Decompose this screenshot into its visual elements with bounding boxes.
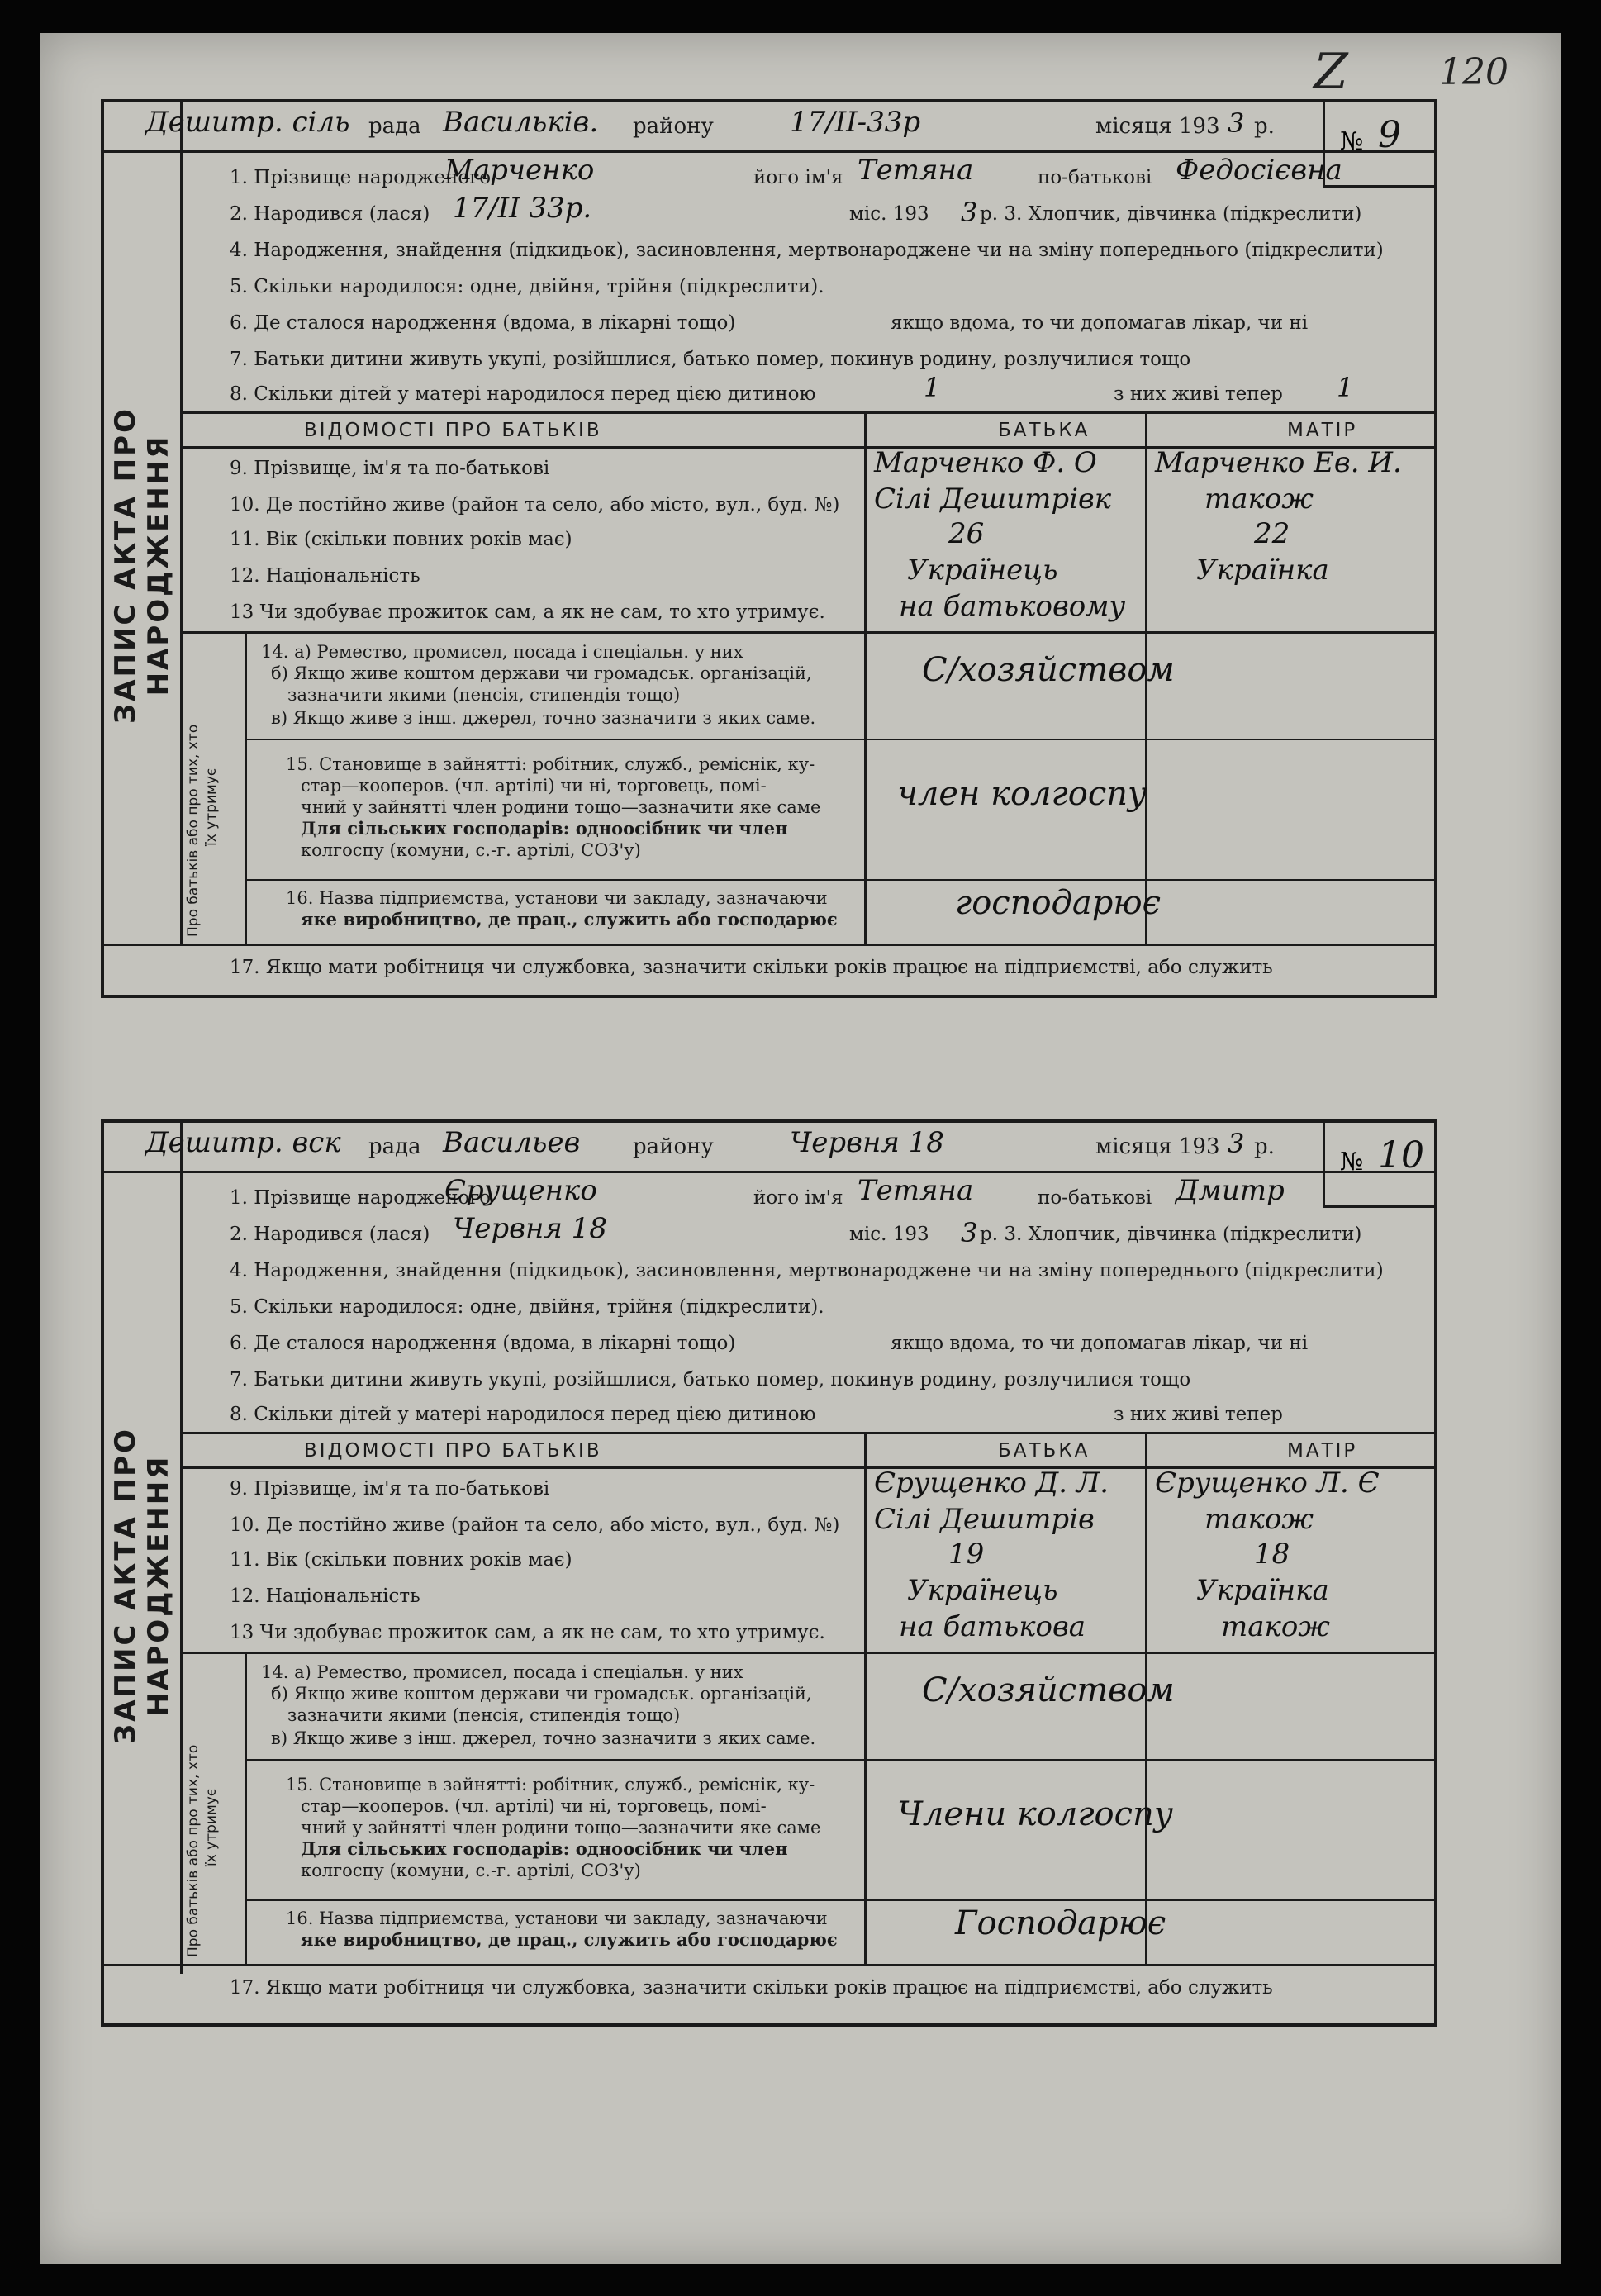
row-1-patronymic-label: по-батькові [1038,167,1152,188]
birth-record-form-1 [101,99,1437,998]
row-14c: зазначити якими (пенсія, стипендія тощо) [287,685,681,705]
row-9-label: 9. Прізвище, ім'я та по-батькові [230,458,550,479]
father-address: Сілі Дешитрів [874,1503,1095,1536]
father-name: Марченко Ф. О [874,446,1097,479]
row-17-label: 17. Якщо мати робітниця чи службовка, зазначити скільки років працює на підприємстві, або служить [230,1977,1273,1999]
children-alive: 1 [1337,372,1354,403]
row-12-label: 12. Національність [230,1585,420,1607]
mother-age: 18 [1254,1538,1290,1571]
col-info-header: ВІДОМОСТІ ПРО БАТЬКІВ [304,1440,602,1462]
sub-heading-1: Про батьків або про тих, хто [185,1744,202,1957]
row-5-label: 5. Скільки народилося: одне, двійня, трійня (підкреслити). [230,276,824,297]
row-1-name-label: його ім'я [753,1187,843,1209]
row-2-sex-label: р. 3. Хлопчик, дівчинка (підкреслити) [980,1224,1362,1245]
mother-name: Марченко Ев. И. [1155,446,1402,479]
row-2-month-label: міс. 193 [849,1224,929,1245]
father-nationality: Українець [907,1574,1058,1607]
mother-nationality: Українка [1196,1574,1329,1607]
col-divider-1 [864,411,867,944]
mother-address: також [1204,1503,1314,1536]
raion-label: району [633,114,714,139]
born-year: 3 [961,197,978,228]
children-before: 1 [924,372,941,403]
row-2-month-label: міс. 193 [849,203,929,225]
sub-divider [245,1652,247,1966]
table-top-rule [180,1432,1434,1434]
month-label: місяця 193 [1095,1134,1220,1159]
row-15a: 15. Становище в зайнятті: робітник, служб., реміснік, ку- [286,754,815,774]
father-age: 19 [948,1538,985,1571]
row-16b: яке виробництво, де прац., служить або господарює [301,1929,838,1950]
surname-value: Єрущенко [444,1174,597,1207]
col-divider-1 [864,1432,867,1965]
born-value: 17/ІІ 33р. [453,192,592,225]
mother-address: також [1204,482,1314,516]
row-13-label: 13 Чи здобуває прожиток сам, а як не сам, то хто утримує. [230,1622,825,1643]
form-header [104,1123,1434,1173]
side-column [104,1123,183,1974]
col-mother-header: МАТІР [1287,420,1358,441]
corner-mark: Z [1314,43,1348,101]
row-13-rule [180,1652,1434,1654]
surname-value: Марченко [444,154,595,187]
mother-age: 22 [1254,517,1290,550]
date-handwritten: 17/ІІ-33р [790,106,921,139]
row-14c: зазначити якими (пенсія, стипендія тощо) [287,1705,681,1725]
father-age: 26 [948,517,985,550]
row-7-label: 7. Батьки дитини живуть укупі, розійшлися, батько помер, покинув родину, розлучилися тощо [230,349,1191,370]
row-16a: 16. Назва підприємства, установи чи закладу, зазначаючи [286,888,828,908]
father-support: на батьковому [899,590,1126,623]
col-father-header: БАТЬКА [998,420,1090,441]
row-15d: Для сільських господарів: одноосібник чи член [301,818,788,839]
row-4-label: 4. Народження, знайдення (підкидьок), засиновлення, мертвонароджене чи на зміну попереднього (підкреслити) [230,1260,1384,1281]
row-6-label: 6. Де сталося народження (вдома, в лікарні тощо) [230,1333,736,1354]
side-title: ЗАПИС АКТА ПРО НАРОДЖЕННЯ [109,1427,175,1744]
father-address: Сілі Дешитрівк [874,482,1112,516]
status-value: член колгоспу [897,775,1147,813]
row-14d: в) Якщо живе з інш. джерел, точно зазначити з яких саме. [271,708,816,728]
row-15c: чний у зайнятті член родини тощо—зазначити яке саме [301,1818,821,1837]
patronymic-value: Федосієвна [1176,154,1342,187]
row-14-rule [245,739,1434,740]
page-number: 120 [1439,51,1508,93]
number-label: № [1340,1148,1364,1177]
patronymic-value: Дмитр [1176,1174,1285,1207]
row-11-label: 11. Вік (скільки повних років має) [230,529,572,550]
row-15-rule [245,1899,1434,1901]
row-1-label: 1. Прізвище народженого [230,167,492,188]
raion-label: району [633,1134,714,1159]
row-8-label: 8. Скільки дітей у матері народилося перед цією дитиною [230,383,816,405]
mother-support: також [1221,1610,1330,1643]
row-6-doctor-label: якщо вдома, то чи допомагав лікар, чи ні [891,1333,1309,1354]
row-16-rule [104,944,1434,946]
workplace-value: Господарює [955,1904,1166,1942]
birth-record-form-2 [101,1119,1437,2027]
mother-nationality: Українка [1196,554,1329,587]
rada-handwritten: Дешитр. сіль [145,106,350,139]
rada-label: рада [368,114,421,139]
born-value: Червня 18 [453,1212,607,1245]
row-14a: 14. а) Ремество, промисел, посада і спеціальн. у них [261,642,743,662]
record-number: 9 [1378,114,1401,156]
workplace-value: господарює [955,884,1161,922]
row-10-label: 10. Де постійно живе (район та село, або місто, вул., буд. №) [230,1514,840,1536]
row-15-rule [245,879,1434,881]
row-14b: б) Якщо живе коштом держави чи громадськ. організацій, [271,1684,812,1704]
sub-heading-2: їх утримує [203,1788,220,1866]
year-digit: 3 [1228,1128,1245,1159]
sub-divider [245,631,247,945]
status-value: Члени колгоспу [897,1795,1173,1833]
row-1-label: 1. Прізвище народженого [230,1187,492,1209]
side-title: ЗАПИС АКТА ПРО НАРОДЖЕННЯ [109,406,175,724]
row-6-label: 6. Де сталося народження (вдома, в лікарні тощо) [230,312,736,334]
row-8-alive-label: з них живі тепер [1114,1404,1283,1425]
row-5-label: 5. Скільки народилося: одне, двійня, трійня (підкреслити). [230,1296,824,1318]
year-digit: 3 [1228,107,1245,139]
father-name: Єрущенко Д. Л. [874,1466,1109,1500]
col-mother-header: МАТІР [1287,1440,1358,1462]
year-suffix: р. [1254,1134,1275,1159]
occupation-value: С/хозяйством [922,1671,1175,1709]
row-2-label: 2. Народився (лася) [230,1224,430,1245]
row-8-alive-label: з них живі тепер [1114,383,1283,405]
row-13-label: 13 Чи здобуває прожиток сам, а як не сам, то хто утримує. [230,601,825,623]
row-15a: 15. Становище в зайнятті: робітник, служб., реміснік, ку- [286,1775,815,1794]
side-column [104,102,183,945]
row-1-name-label: його ім'я [753,167,843,188]
row-4-label: 4. Народження, знайдення (підкидьок), засиновлення, мертвонароджене чи на зміну попереднього (підкреслити) [230,240,1384,261]
raion-handwritten: Васильків. [443,106,599,139]
born-year: 3 [961,1217,978,1248]
record-number-box [1323,1123,1434,1208]
table-top-rule [180,411,1434,414]
sub-heading-1: Про батьків або про тих, хто [185,724,202,937]
row-7-label: 7. Батьки дитини живуть укупі, розійшлися, батько помер, покинув родину, розлучилися тощо [230,1369,1191,1390]
row-2-label: 2. Народився (лася) [230,203,430,225]
row-16b: яке виробництво, де прац., служить або господарює [301,909,838,929]
name-value: Тетяна [858,154,974,187]
row-2-sex-label: р. 3. Хлопчик, дівчинка (підкреслити) [980,203,1362,225]
row-8-label: 8. Скільки дітей у матері народилося перед цією дитиною [230,1404,816,1425]
row-14d: в) Якщо живе з інш. джерел, точно зазначити з яких саме. [271,1728,816,1748]
year-suffix: р. [1254,114,1275,139]
row-10-label: 10. Де постійно живе (район та село, або місто, вул., буд. №) [230,494,840,516]
row-14-rule [245,1759,1434,1761]
row-11-label: 11. Вік (скільки повних років має) [230,1549,572,1571]
raion-handwritten: Васильев [443,1126,581,1159]
col-father-header: БАТЬКА [998,1440,1090,1462]
row-15e: колгоспу (комуни, с.-г. артілі, СОЗ'у) [301,1861,641,1880]
row-1-patronymic-label: по-батькові [1038,1187,1152,1209]
row-14b: б) Якщо живе коштом держави чи громадськ. організацій, [271,663,812,683]
father-support: на батькова [899,1610,1086,1643]
row-16-rule [104,1964,1434,1966]
record-number: 10 [1378,1134,1424,1177]
row-15d: Для сільських господарів: одноосібник чи член [301,1838,788,1859]
name-value: Тетяна [858,1174,974,1207]
col-info-header: ВІДОМОСТІ ПРО БАТЬКІВ [304,420,602,441]
rada-handwritten: Дешитр. вск [145,1126,341,1159]
row-15b: стар—кооперов. (чл. артілі) чи ні, торговець, помі- [301,1796,767,1816]
row-13-rule [180,631,1434,634]
row-15c: чний у зайнятті член родини тощо—зазначити яке саме [301,797,821,817]
row-16a: 16. Назва підприємства, установи чи закладу, зазначаючи [286,1909,828,1928]
row-14a: 14. а) Ремество, промисел, посада і спеціальн. у них [261,1662,743,1682]
row-9-label: 9. Прізвище, ім'я та по-батькові [230,1478,550,1500]
date-handwritten: Червня 18 [790,1126,944,1159]
form-header [104,102,1434,153]
row-15e: колгоспу (комуни, с.-г. артілі, СОЗ'у) [301,840,641,860]
rada-label: рада [368,1134,421,1159]
mother-name: Єрущенко Л. Є [1155,1466,1380,1500]
month-label: місяця 193 [1095,114,1220,139]
row-12-label: 12. Національність [230,565,420,587]
number-label: № [1340,127,1364,156]
row-17-label: 17. Якщо мати робітниця чи службовка, зазначити скільки років працює на підприємстві, або служить [230,957,1273,978]
row-15b: стар—кооперов. (чл. артілі) чи ні, торговець, помі- [301,776,767,796]
sub-heading-2: їх утримує [203,768,220,846]
row-6-doctor-label: якщо вдома, то чи допомагав лікар, чи ні [891,312,1309,334]
father-nationality: Українець [907,554,1058,587]
occupation-value: С/хозяйством [922,651,1175,689]
